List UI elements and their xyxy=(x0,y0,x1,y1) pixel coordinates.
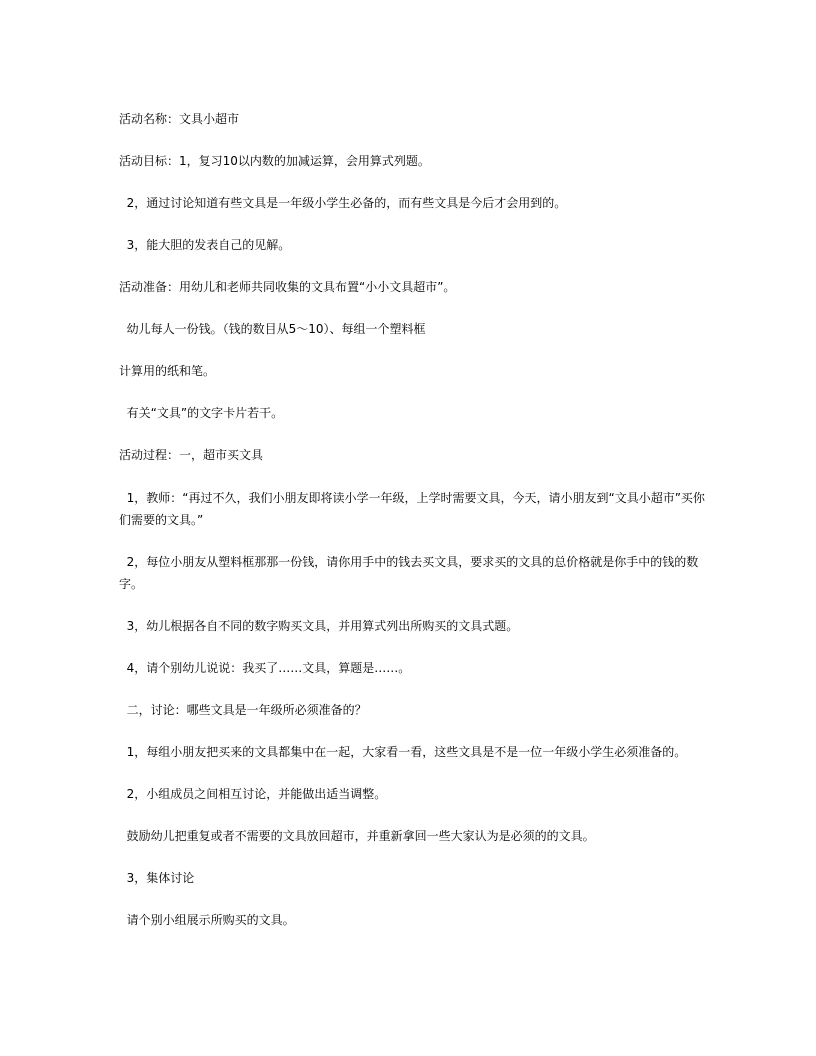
preparation-3: 计算用的纸和笔。 xyxy=(119,364,216,378)
preparation-1: 活动准备：用幼儿和老师共同收集的文具布置“小小文具超市”。 xyxy=(119,280,456,294)
discussion-encourage: 鼓励幼儿把重复或者不需要的文具放回超市，并重新拿回一些大家认为是必须的的文具。 xyxy=(119,829,595,843)
process-heading: 活动过程：一，超市买文具 xyxy=(119,448,264,462)
activity-goal-3: 3，能大胆的发表自己的见解。 xyxy=(119,238,291,252)
process-step-4: 4，请个别幼儿说说：我买了……文具，算题是……。 xyxy=(119,661,411,675)
process-step-3: 3，幼儿根据各自不同的数字购买文具，并用算式列出所购买的文具式题。 xyxy=(119,619,519,633)
process-step-1: 1，教师：“再过不久，我们小朋友即将读小学一年级，上学时需要文具，今天，请小朋友到“文具小超市”买你们需要的文具。” xyxy=(119,491,705,527)
discussion-step-1: 1，每组小朋友把买来的文具都集中在一起，大家看一看，这些文具是不是一位一年级小学生必须准备的。 xyxy=(119,745,687,759)
process-step-2: 2，每位小朋友从塑料框那那一份钱，请你用手中的钱去买文具，要求买的文具的总价格就是你手中的钱的数字。 xyxy=(119,555,699,591)
discussion-step-3: 3，集体讨论 xyxy=(119,871,195,885)
activity-goal-2: 2，通过讨论知道有些文具是一年级小学生必备的，而有些文具是今后才会用到的。 xyxy=(119,196,567,210)
activity-name: 活动名称：文具小超市 xyxy=(119,112,240,126)
preparation-4: 有关“文具”的文字卡片若干。 xyxy=(119,406,284,420)
discussion-show: 请个别小组展示所购买的文具。 xyxy=(119,913,295,927)
activity-goal-1: 活动目标：1，复习10以内数的加减运算，会用算式列题。 xyxy=(119,154,430,168)
preparation-2: 幼儿每人一份钱。（钱的数目从5～10）、每组一个塑料框 xyxy=(119,322,426,336)
discussion-step-2: 2，小组成员之间相互讨论，并能做出适当调整。 xyxy=(119,787,387,801)
discussion-heading: 二，讨论：哪些文具是一年级所必须准备的？ xyxy=(119,703,367,717)
